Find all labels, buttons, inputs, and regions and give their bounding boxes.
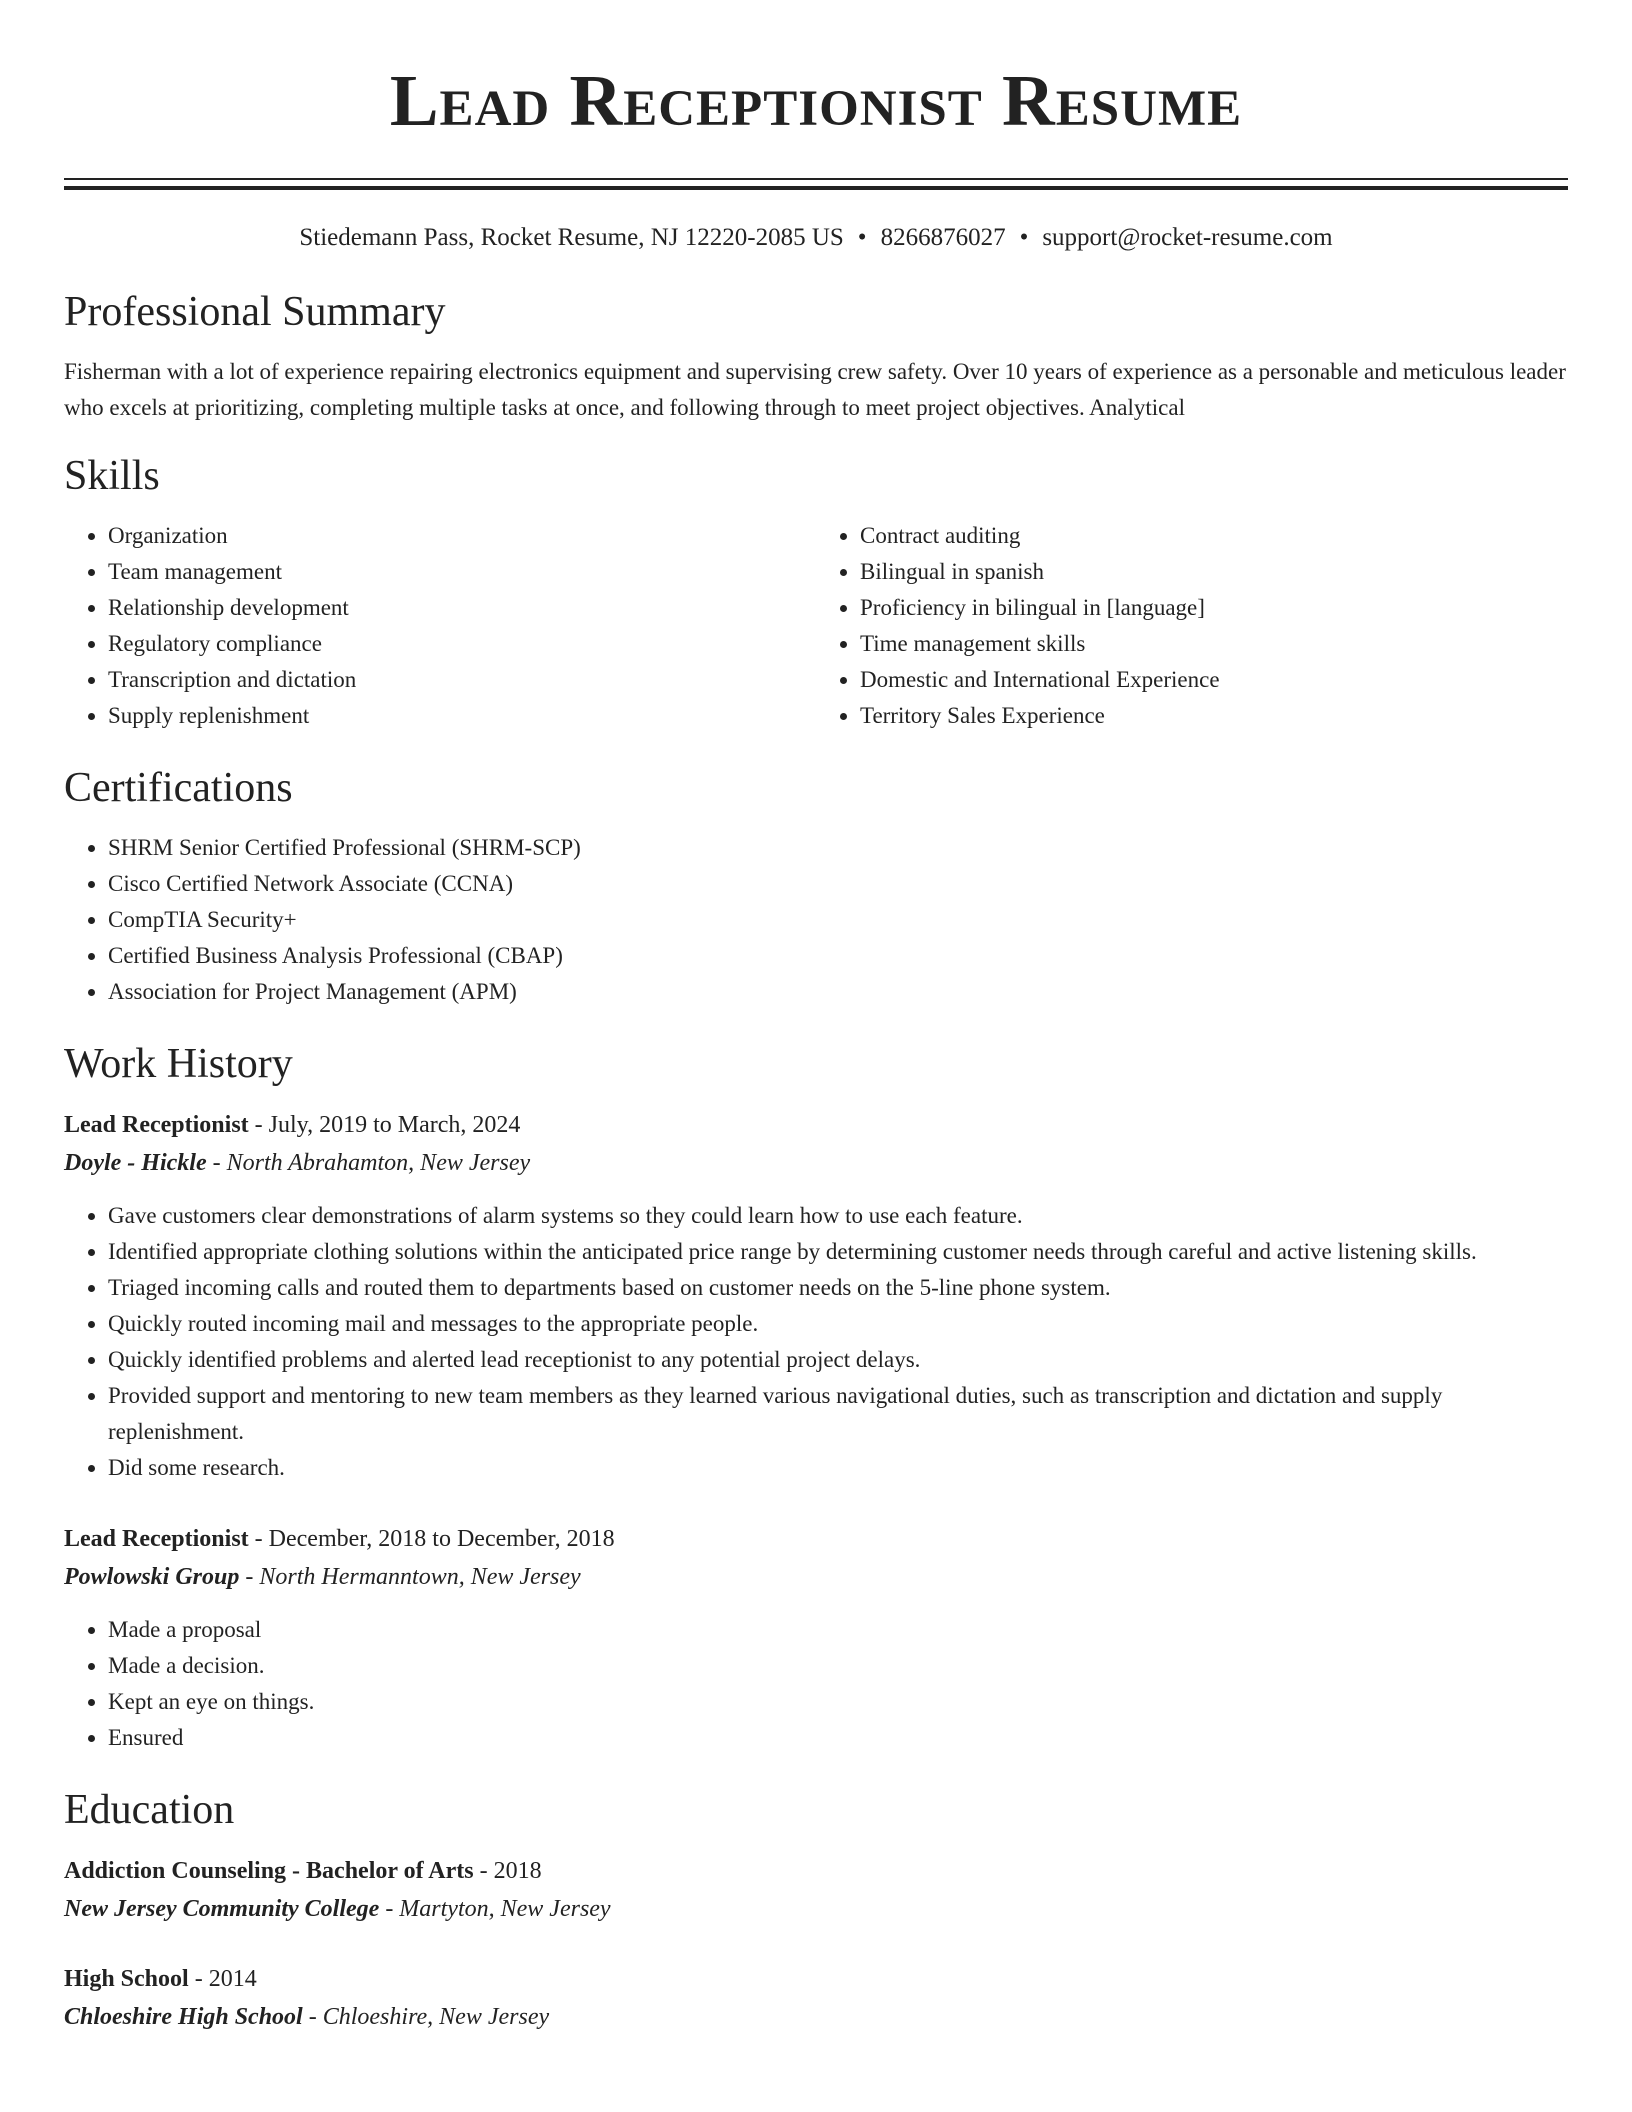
skills-list-left — [64, 518, 816, 734]
skill-item: • Domestic and International Experience — [860, 662, 1568, 698]
skills-columns — [64, 518, 1568, 734]
summary-heading: Professional Summary — [64, 289, 446, 335]
certification-item: • Cisco Certified Network Associate (CCNA) — [108, 866, 1568, 902]
job-bullet: • Quickly identified problems and alerted lead receptionist to any potential project delays. — [108, 1342, 1568, 1378]
contact-address: Stiedemann Pass, Rocket Resume, NJ 12220-2085 US — [299, 224, 844, 251]
job-header — [64, 1106, 1568, 1144]
job-title: Lead Receptionist — [64, 1526, 249, 1552]
job-bullet: • Ensured — [108, 1720, 1568, 1756]
education-school: Chloeshire High School — [64, 2004, 303, 2030]
job-entry — [64, 1106, 1568, 1486]
job-bullet: • Made a decision. — [108, 1648, 1568, 1684]
skill-item: • Territory Sales Experience — [860, 698, 1568, 734]
education-school-line — [64, 1998, 1568, 2036]
skill-item: • Transcription and dictation — [108, 662, 816, 698]
education-degree: Addiction Counseling - Bachelor of Arts — [64, 1858, 474, 1884]
skill-item: • Contract auditing — [860, 518, 1568, 554]
education-entry — [64, 1960, 1568, 2036]
job-employer-line — [64, 1558, 1568, 1596]
contact-line — [64, 220, 1568, 256]
job-company: Doyle - Hickle — [64, 1150, 207, 1176]
job-bullet: • Made a proposal — [108, 1612, 1568, 1648]
education-heading: Education — [64, 1787, 235, 1833]
skills-section — [64, 450, 1568, 734]
certification-item: • CompTIA Security+ — [108, 902, 1568, 938]
resume-title: Lead Receptionist Resume — [389, 60, 1243, 141]
education-school: New Jersey Community College — [64, 1896, 380, 1922]
job-employer-line — [64, 1144, 1568, 1182]
contact-separator: • — [1019, 224, 1029, 251]
education-entry — [64, 1852, 1568, 1928]
title-rule-thick — [64, 186, 1568, 190]
skill-item: • Supply replenishment — [108, 698, 816, 734]
education-year: - 2018 — [473, 1858, 542, 1884]
work-history-heading: Work History — [64, 1041, 293, 1087]
job-company: Powlowski Group — [64, 1564, 240, 1590]
certification-item: • Certified Business Analysis Professional (CBAP) — [108, 938, 1568, 974]
skill-item: • Regulatory compliance — [108, 626, 816, 662]
title-rule-thin — [64, 178, 1568, 180]
education-section — [64, 1784, 1568, 2036]
education-school-line — [64, 1890, 1568, 1928]
skills-heading: Skills — [64, 453, 160, 499]
job-entry — [64, 1520, 1568, 1756]
summary-text: Fisherman with a lot of experience repairing electronics equipment and supervising crew safety. Over 10 years of experience as a personable and meticulous leader who excels at prioritizing, completing multiple tasks at once, and following through to meet project objectives. Analytical — [64, 359, 1566, 420]
education-header — [64, 1960, 1568, 1998]
education-year: - 2014 — [188, 1966, 257, 1992]
contact-separator: • — [857, 224, 867, 251]
job-bullets — [64, 1612, 1568, 1756]
contact-email: support@rocket-resume.com — [1042, 224, 1333, 251]
skill-item: • Team management — [108, 554, 816, 590]
education-header — [64, 1852, 1568, 1890]
job-bullet: • Triaged incoming calls and routed them to departments based on customer needs on the 5-line phone system. — [108, 1270, 1568, 1306]
job-bullets — [64, 1198, 1568, 1486]
skill-item: • Relationship development — [108, 590, 816, 626]
job-location: - North Abrahamton, New Jersey — [206, 1150, 531, 1176]
job-dates: - July, 2019 to March, 2024 — [248, 1112, 521, 1138]
job-bullet: • Kept an eye on things. — [108, 1684, 1568, 1720]
certification-item: • Association for Project Management (APM) — [108, 974, 1568, 1010]
summary-section — [64, 286, 1568, 426]
job-dates: - December, 2018 to December, 2018 — [248, 1526, 615, 1552]
job-bullet: • Quickly routed incoming mail and messages to the appropriate people. — [108, 1306, 1568, 1342]
job-title: Lead Receptionist — [64, 1112, 249, 1138]
job-bullet: • Gave customers clear demonstrations of alarm systems so they could learn how to use each feature. — [108, 1198, 1568, 1234]
contact-phone: 8266876027 — [880, 224, 1006, 251]
job-location: - North Hermanntown, New Jersey — [239, 1564, 581, 1590]
education-location: - Chloeshire, New Jersey — [302, 2004, 550, 2030]
certifications-heading: Certifications — [64, 765, 293, 811]
skill-item: • Bilingual in spanish — [860, 554, 1568, 590]
education-degree: High School — [64, 1966, 189, 1992]
education-location: - Martyton, New Jersey — [379, 1896, 611, 1922]
job-bullet: • Provided support and mentoring to new team members as they learned various navigational duties, such as transcription and dictation and supply replenishment. — [108, 1378, 1568, 1450]
certifications-section — [64, 762, 1568, 1010]
job-bullet: • Identified appropriate clothing solutions within the anticipated price range by determining customer needs through careful and active listening skills. — [108, 1234, 1568, 1270]
certifications-list — [64, 830, 1568, 1010]
skills-list-right — [816, 518, 1568, 734]
skill-item: • Organization — [108, 518, 816, 554]
skill-item: • Time management skills — [860, 626, 1568, 662]
work-history-section — [64, 1038, 1568, 1756]
job-bullet: • Did some research. — [108, 1450, 1568, 1486]
skill-item: • Proficiency in bilingual in [language] — [860, 590, 1568, 626]
job-header — [64, 1520, 1568, 1558]
certification-item: • SHRM Senior Certified Professional (SHRM-SCP) — [108, 830, 1568, 866]
